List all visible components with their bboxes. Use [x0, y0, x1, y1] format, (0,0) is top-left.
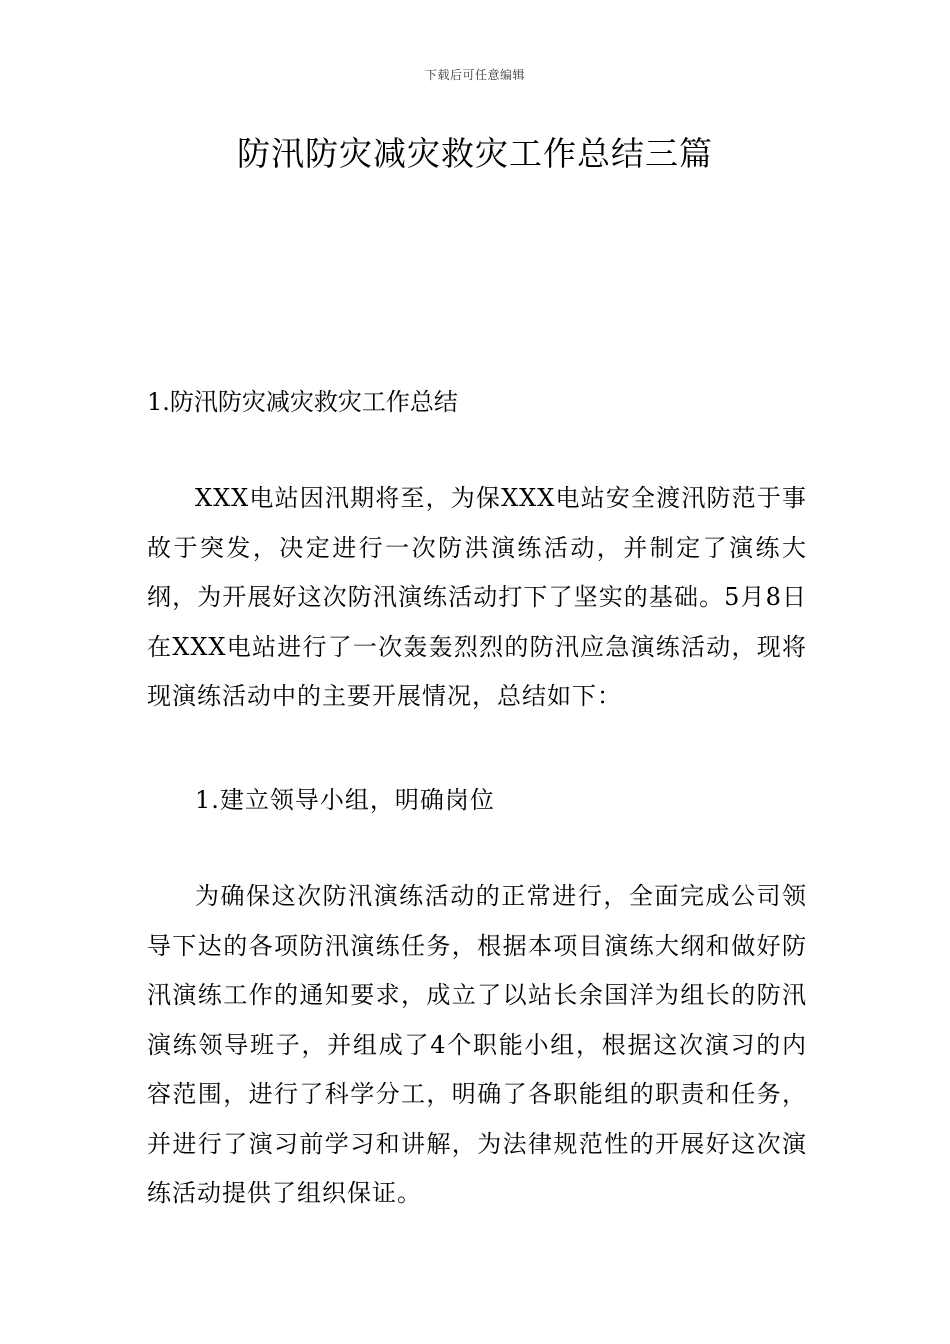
section-heading: 1.防汛防灾减灾救灾工作总结: [147, 388, 458, 416]
header-note: 下载后可任意编辑: [424, 68, 525, 82]
paragraph-leadership-group: 为确保这次防汛演练活动的正常进行，全面完成公司领导下达的各项防汛演练任务，根据本项目演练大纲和做好防汛演练工作的通知要求，成立了以站长余国洋为组长的防汛演练领导班子，并组成了4个职能小组，根据这次演习的内容范围，进行了科学分工，明确了各职能组的职责和任务，并进行了演习前学习和讲解，为法律规范性的开展好这次演练活动提供了组织保证。: [147, 882, 807, 1207]
subheading-leadership-group: 1.建立领导小组，明确岗位: [195, 786, 495, 814]
paragraph-intro: XXX电站因汛期将至，为保XXX电站安全渡汛防范于事故于突发，决定进行一次防洪演练活动，并制定了演练大纲，为开展好这次防汛演练活动打下了坚实的基础。5月8日在XXX电站进行了一次轰轰烈烈的防汛应急演练活动，现将现演练活动中的主要开展情况，总结如下：: [147, 484, 807, 710]
document-title: 防汛防灾减灾救灾工作总结三篇: [237, 134, 713, 173]
